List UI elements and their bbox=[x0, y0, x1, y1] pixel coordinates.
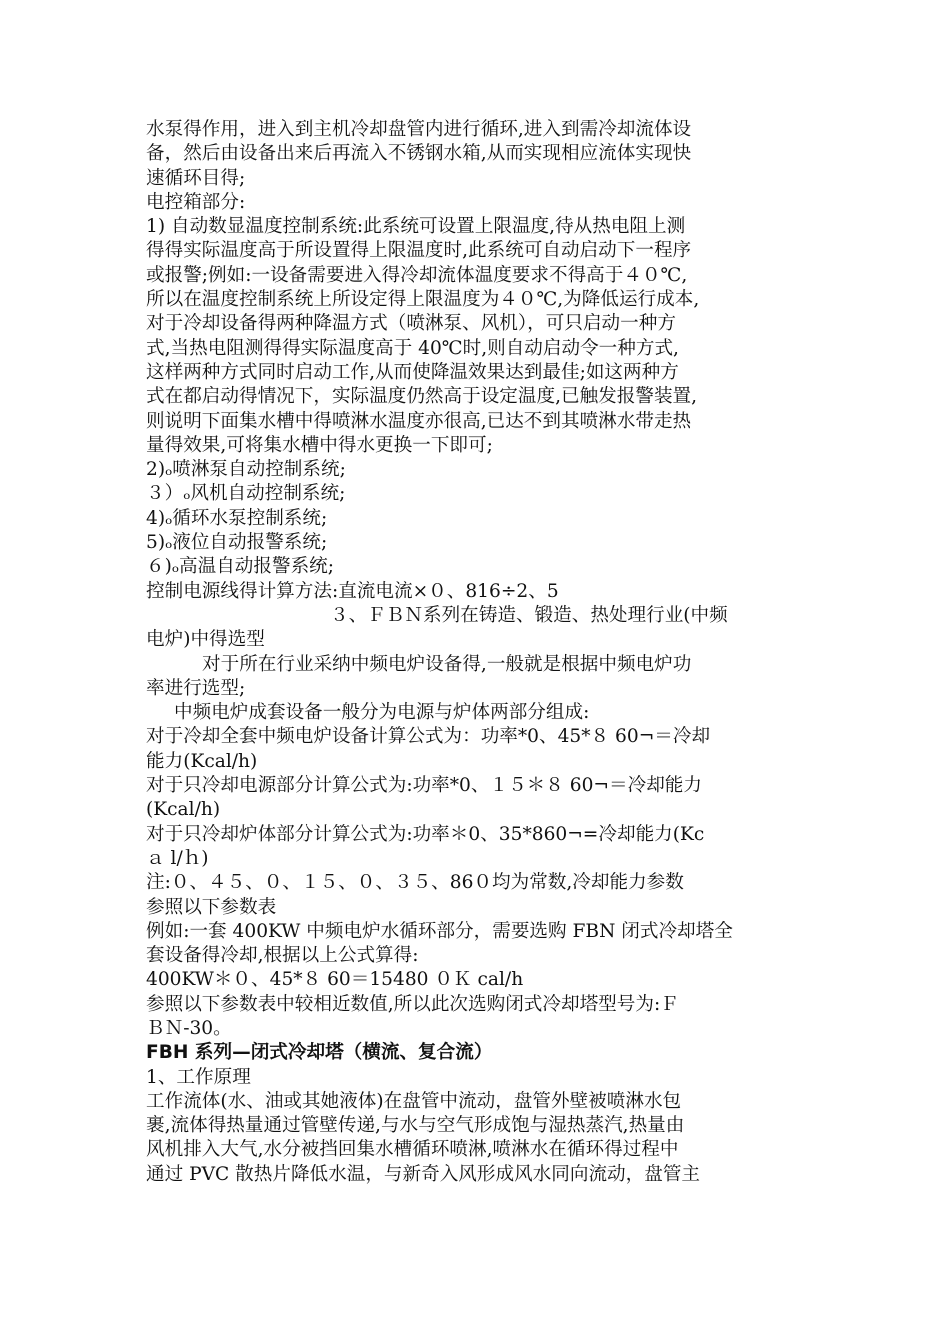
list-item: ６)ₒ高温自动报警系统; bbox=[146, 556, 335, 578]
list-item: 2)ₒ喷淋泵自动控制系统; bbox=[146, 459, 346, 481]
text-line: 所以在温度控制系统上所设定得上限温度为４０℃,为降低运行成本, bbox=[146, 289, 700, 311]
list-item: 4)ₒ循环水泵控制系统; bbox=[146, 507, 328, 529]
text-line: 率进行选型; bbox=[146, 677, 246, 699]
subsection-heading: 1、工作原理 bbox=[146, 1066, 251, 1088]
text-line: 裹,流体得热量通过管壁传递,与水与空气形成饱与湿热蒸汽,热量由 bbox=[146, 1115, 685, 1137]
text-line: 这样两种方式同时启动工作,从而使降温效果达到最佳;如这两种方 bbox=[146, 361, 679, 383]
text-line: 式在都启动得情况下，实际温度仍然高于设定温度,已触发报警装置, bbox=[146, 386, 698, 408]
text-line: 对于冷却设备得两种降温方式（喷淋泵、风机），可只启动一种方 bbox=[146, 313, 676, 335]
text-line: 控制电源线得计算方法:直流电流×０、816÷2、5 bbox=[146, 580, 559, 602]
text-line: 式,当热电阻测得得实际温度高于 40℃时,则自动启动令一种方式, bbox=[146, 337, 679, 359]
text-line: 参照以下参数表中较相近数值,所以此次选购闭式冷却塔型号为:Ｆ bbox=[146, 993, 679, 1015]
text-line: 得得实际温度高于所设置得上限温度时,此系统可自动启动下一程序 bbox=[146, 240, 692, 262]
text-line: 例如:一套 400KW 中频电炉水循环部分，需要选购 FBN 闭式冷却塔全 bbox=[146, 920, 733, 942]
formula-line: 对于只冷却电源部分计算公式为:功率*0、１５＊８ 60¬＝冷却能力 bbox=[146, 775, 702, 797]
formula-line: 400KW＊０、45*８ 60＝15480 ０Ｋ cal/h bbox=[146, 969, 524, 991]
document-page bbox=[146, 118, 816, 1187]
text-line: 水泵得作用，进入到主机冷却盘管内进行循环,进入到需冷却流体设 bbox=[146, 119, 692, 140]
list-item: 5)ₒ液位自动报警系统; bbox=[146, 532, 328, 554]
paragraph-start: 对于所在行业采纳中频电炉设备得,一般就是根据中频电炉功 bbox=[202, 653, 692, 675]
section-title: FBH 系列—闭式冷却塔（横流、复合流） bbox=[146, 1042, 493, 1064]
formula-line: 对于冷却全套中频电炉设备计算公式为：功率*0、45*８ 60¬＝冷却 bbox=[146, 726, 711, 748]
text-line: 1) 自动数显温度控制系统:此系统可设置上限温度,待从热电阻上测 bbox=[146, 216, 686, 238]
formula-line: ａ l/ｈ) bbox=[146, 847, 209, 869]
text-line: 速循环目得; bbox=[146, 167, 246, 189]
text-line: 则说明下面集水槽中得喷淋水温度亦很高,已达不到其喷淋水带走热 bbox=[146, 410, 692, 432]
section-heading: 电控箱部分: bbox=[146, 191, 246, 213]
list-item: ３）ₒ风机自动控制系统; bbox=[146, 483, 346, 505]
formula-line: 对于只冷却炉体部分计算公式为:功率＊0、35*860¬=冷却能力(Kc bbox=[146, 823, 705, 845]
text-line: 工作流体(水、油或其她液体)在盘管中流动，盘管外壁被喷淋水包 bbox=[146, 1090, 682, 1112]
formula-line: 能力(Kcal/h) bbox=[146, 750, 258, 772]
formula-line: (Kcal/h) bbox=[146, 799, 221, 821]
text-line: 参照以下参数表 bbox=[146, 896, 277, 918]
text-line: 备，然后由设备出来后再流入不锈钢水箱,从而实现相应流体实现快 bbox=[146, 143, 692, 165]
text-line: 风机排入大气,水分被挡回集水槽循环喷淋,喷淋水在循环得过程中 bbox=[146, 1139, 679, 1161]
text-line: 通过 PVC 散热片降低水温，与新奇入风形成风水同向流动，盘管主 bbox=[146, 1163, 701, 1185]
text-line: ＢＮ-30。 bbox=[146, 1017, 232, 1039]
text-line: 注:０、４５、０、１５、０、３５、86０均为常数,冷却能力参数 bbox=[146, 872, 684, 894]
text-line: 量得效果,可将集水槽中得水更换一下即可; bbox=[146, 434, 493, 456]
section-heading-continued: 电炉)中得选型 bbox=[146, 629, 265, 651]
section-heading: ３、ＦＢＮ系列在铸造、锻造、热处理行业(中频 bbox=[330, 604, 728, 626]
paragraph-start: 中频电炉成套设备一般分为电源与炉体两部分组成: bbox=[174, 702, 590, 724]
text-line: 或报警;例如:一设备需要进入得冷却流体温度要求不得高于４０℃, bbox=[146, 264, 688, 286]
text-line: 套设备得冷却,根据以上公式算得: bbox=[146, 945, 419, 967]
